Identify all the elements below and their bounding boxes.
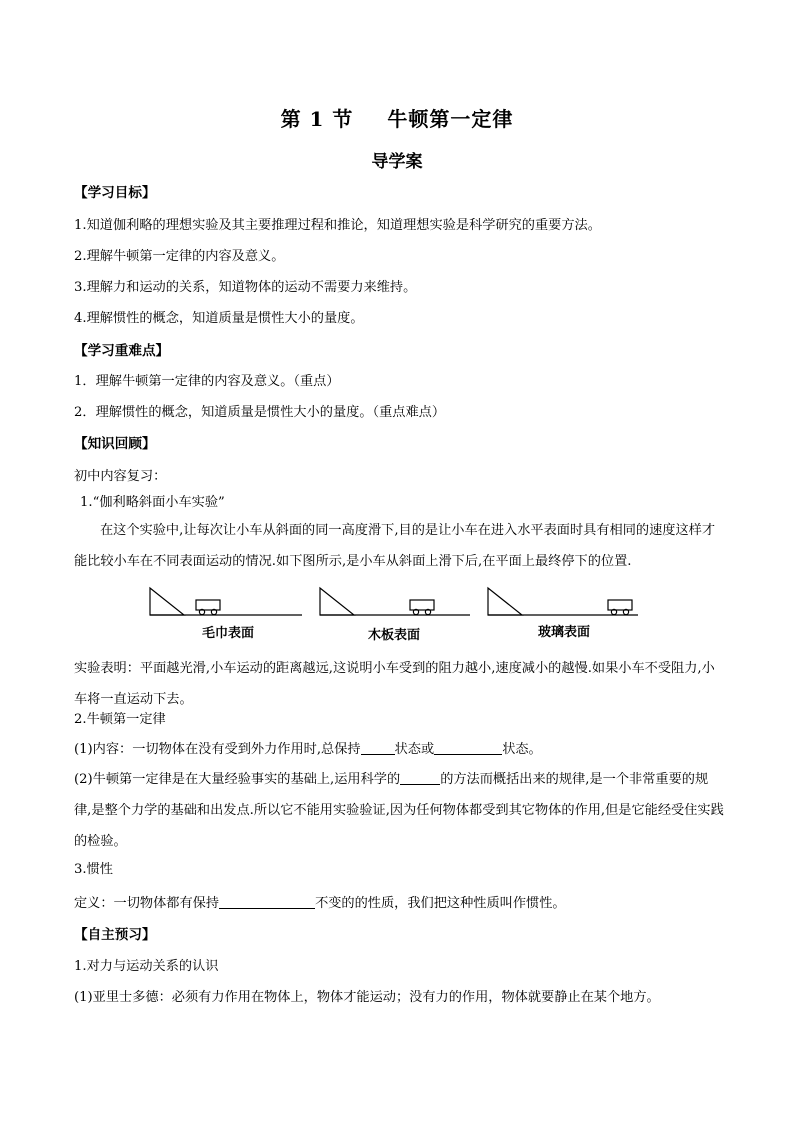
- blank-2[interactable]: [434, 739, 502, 755]
- experiment-conclusion: 实验表明：平面越光滑,小车运动的距离越远,这说明小车受到的阻力越小,速度减小的越慢.如果小车不受阻力,小车将一直运动下去。: [74, 661, 715, 707]
- preview-item: 1.对力与运动关系的认识: [74, 959, 219, 974]
- label-glass-surface: 玻璃表面: [538, 625, 591, 640]
- key-points-heading: 【学习重难点】: [74, 343, 170, 359]
- key-point-item: 1．理解牛顿第一定律的内容及意义。（重点）: [74, 374, 340, 389]
- goal-item: 3.理解力和运动的关系，知道物体的运动不需要力来维持。: [74, 280, 417, 295]
- newton-law-title: 2.牛顿第一定律: [74, 712, 166, 727]
- incline-1: [150, 588, 184, 615]
- blank-3[interactable]: [400, 769, 440, 785]
- incline-2: [320, 588, 354, 615]
- goals-heading: 【学习目标】: [74, 185, 156, 201]
- cart-3: [608, 600, 632, 610]
- newton-law-content: (1)内容：一切物体在没有受到外力作用时,总保持 状态或 状态。: [74, 739, 542, 760]
- review-intro: 初中内容复习：: [74, 469, 167, 484]
- incline-3: [488, 588, 522, 615]
- experiment-description: 在这个实验中,让每次让小车从斜面的同一高度滑下,目的是让小车在进入水平表面时具有相同的速度这样才能比较小车在不同表面运动的情况.如下图所示,是小车从斜面上滑下后,在平面上最终停下的位置.: [74, 523, 716, 569]
- goal-item: 1.知道伽利略的理想实验及其主要推理过程和推论，知道理想实验是科学研究的重要方法。: [74, 218, 601, 233]
- newton-law-method: (2)牛顿第一定律是在大量经验事实的基础上,运用科学的 的方法而概括出来的规律,是一个非常重要的规律,是整个力学的基础和出发点.所以它不能用实验验证,因为任何物体都受到其它物体的作用,但是它能经受住实践的检验。: [74, 764, 724, 857]
- key-point-item: 2．理解惯性的概念，知道质量是惯性大小的量度。（重点难点）: [74, 405, 446, 420]
- incline-experiment-figure: [140, 580, 660, 650]
- blank-1[interactable]: [361, 739, 395, 755]
- page-subtitle: 导学案: [371, 152, 423, 172]
- cart-2: [410, 600, 434, 610]
- experiment-title: 1.“伽利略斜面小车实验”: [80, 495, 225, 510]
- goal-item: 4.理解惯性的概念，知道质量是惯性大小的量度。: [74, 311, 364, 326]
- inertia-title: 3.惯性: [74, 862, 113, 877]
- section-number: 第 1 节: [280, 107, 354, 131]
- blank-4[interactable]: [219, 893, 315, 909]
- label-wood-surface: 木板表面: [368, 628, 421, 643]
- section-name: 牛顿第一定律: [387, 107, 514, 131]
- inertia-definition: 定义：一切物体都有保持 不变的的性质，我们把这种性质叫作惯性。: [74, 893, 566, 914]
- goal-item: 2.理解牛顿第一定律的内容及意义。: [74, 249, 285, 264]
- preview-heading: 【自主预习】: [74, 927, 156, 943]
- label-towel-surface: 毛巾表面: [202, 626, 255, 641]
- cart-1: [196, 600, 220, 610]
- page-title: [0, 103, 794, 132]
- review-heading: 【知识回顾】: [74, 436, 156, 452]
- preview-item: (1)亚里士多德：必须有力作用在物体上，物体才能运动；没有力的作用，物体就要静止在某个地方。: [74, 990, 660, 1005]
